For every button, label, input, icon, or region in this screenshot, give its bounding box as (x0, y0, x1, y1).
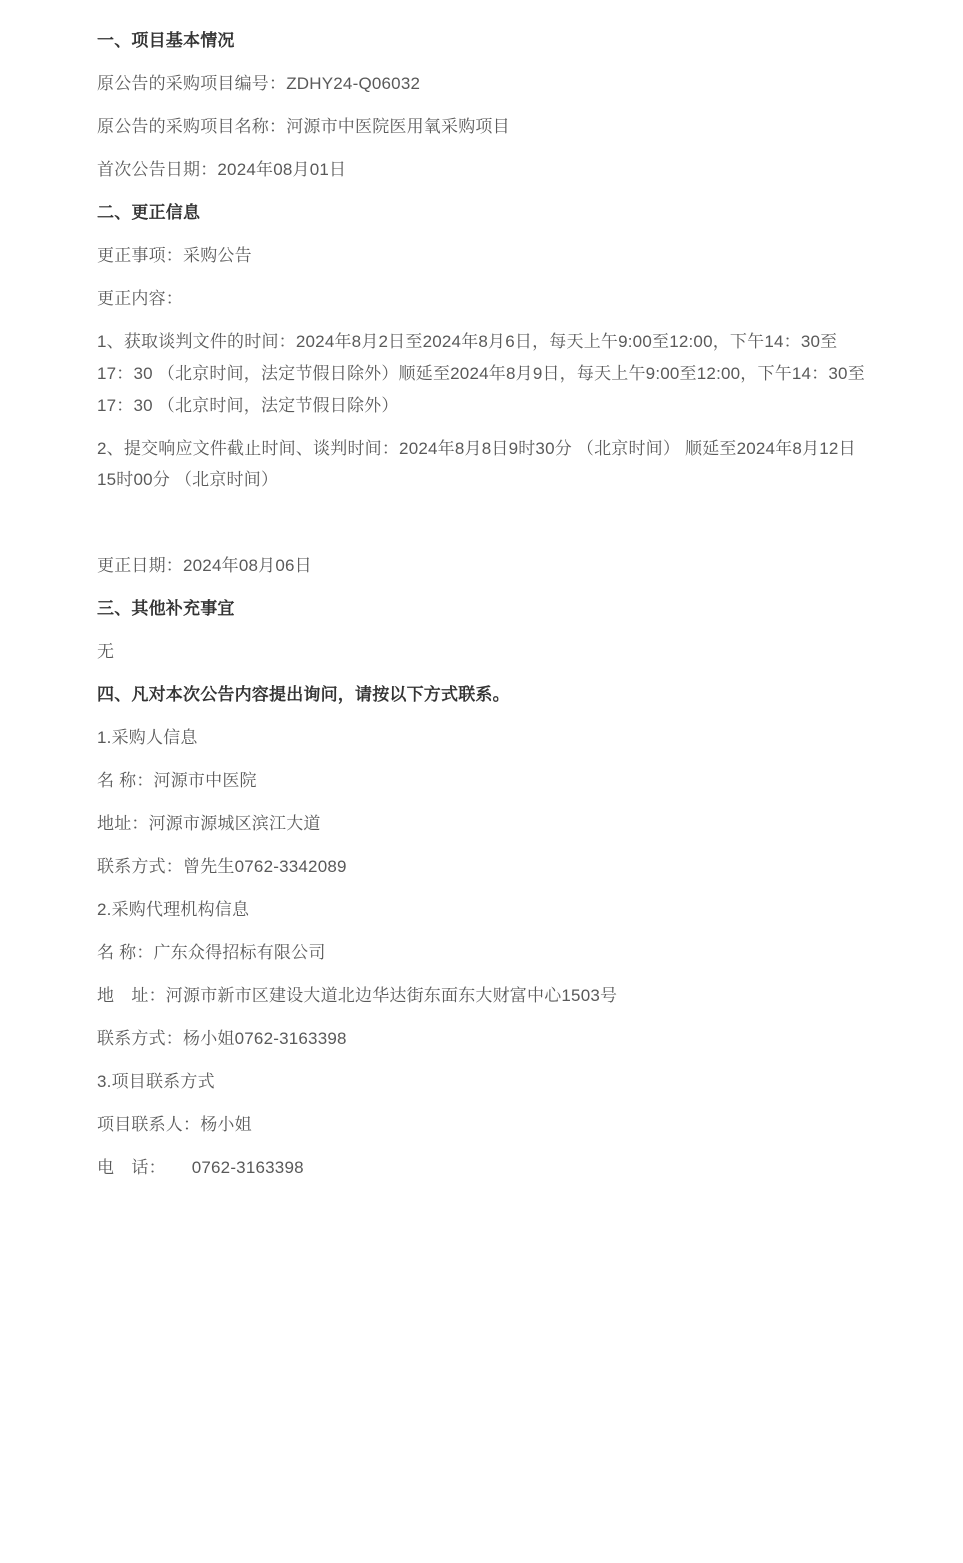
paragraph: 更正日期：2024年08月06日 (97, 556, 312, 576)
paragraph: 3.项目联系方式 (97, 1071, 215, 1091)
paragraph: 联系方式：杨小姐0762-3163398 (97, 1028, 347, 1048)
paragraph: 首次公告日期：2024年08月01日 (97, 159, 347, 179)
paragraph: 项目联系人：杨小姐 (97, 1114, 252, 1134)
paragraph: 电 话： 0762-3163398 (97, 1157, 304, 1177)
section-heading: 二、更正信息 (97, 202, 201, 222)
paragraph: 联系方式：曾先生0762-3342089 (97, 857, 347, 877)
paragraph: 1、获取谈判文件的时间：2024年8月2日至2024年8月6日，每天上午9:00至12:00，下午14：30至17：30 （北京时间，法定节假日除外）顺延至2024年8月9日，每天上午9:00至12:00，下午14：30至17：30 （北京时间，法定节假日除外） (97, 331, 865, 415)
section-heading: 一、项目基本情况 (97, 31, 235, 50)
paragraph: 原公告的采购项目编号：ZDHY24-Q06032 (97, 73, 421, 93)
paragraph: 地 址：河源市新市区建设大道北边华达街东面东大财富中心1503号 (97, 985, 618, 1005)
paragraph: 2.采购代理机构信息 (97, 900, 250, 920)
paragraph: 原公告的采购项目名称：河源市中医院医用氧采购项目 (97, 116, 510, 136)
paragraph: 地址：河源市源城区滨江大道 (97, 814, 321, 834)
paragraph: 更正内容： (97, 288, 183, 308)
blank-line (97, 507, 867, 539)
paragraph: 无 (97, 642, 115, 662)
paragraph: 名 称：广东众得招标有限公司 (97, 942, 326, 962)
document-body (97, 25, 867, 1184)
paragraph: 2、提交响应文件截止时间、谈判时间：2024年8月8日9时30分 （北京时间） 顺延至2024年8月12日15时00分 （北京时间） (97, 438, 856, 490)
paragraph: 更正事项：采购公告 (97, 245, 252, 265)
paragraph: 1.采购人信息 (97, 728, 198, 748)
paragraph: 名 称：河源市中医院 (97, 771, 257, 791)
section-heading: 四、凡对本次公告内容提出询问，请按以下方式联系。 (97, 685, 510, 705)
section-heading: 三、其他补充事宜 (97, 599, 235, 619)
